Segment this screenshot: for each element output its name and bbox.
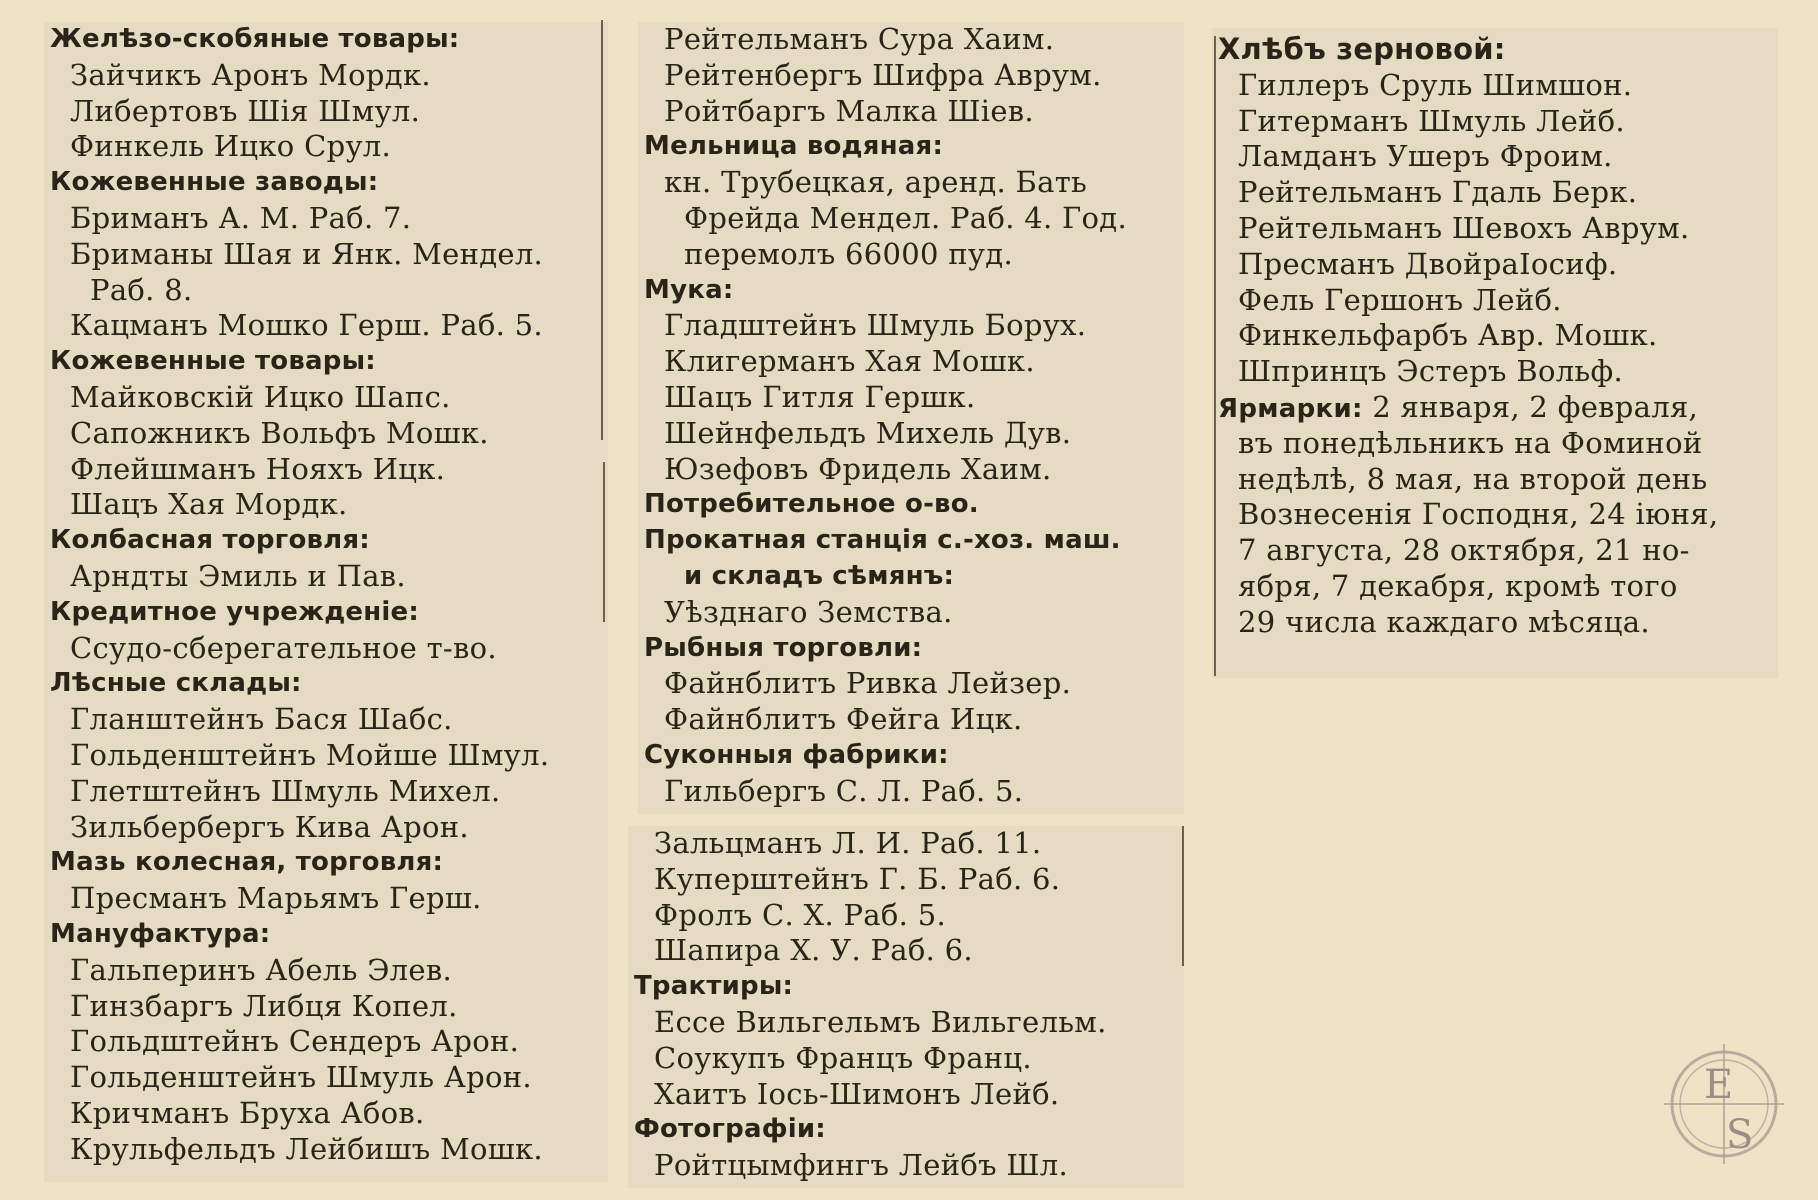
list-item: Фролъ С. Х. Раб. 5.: [654, 897, 946, 932]
section-heading: Потребительное о-во.: [644, 489, 979, 520]
section-heading: Прокатная станція с.-хоз. маш.: [644, 525, 1121, 556]
logo-letter-s: S: [1726, 1112, 1754, 1158]
list-item: Шапира Х. У. Раб. 6.: [654, 933, 973, 968]
list-item: недѣлѣ, 8 мая, на второй день: [1238, 461, 1708, 496]
section-heading: Мука:: [644, 274, 734, 305]
list-item: Гланштейнъ Бася Шабс.: [70, 702, 453, 737]
list-item: Файнблитъ Ривка Лейзер.: [664, 666, 1072, 701]
section-heading: Мельница водяная:: [644, 131, 944, 162]
section-heading: Фотографіи:: [634, 1114, 826, 1145]
list-item: Шейнфельдъ Михель Дув.: [664, 415, 1072, 450]
list-item: Юзефовъ Фридель Хаим.: [664, 451, 1052, 486]
list-item: Бриманы Шая и Янк. Мендел.: [70, 236, 544, 271]
list-item: Клигерманъ Хая Мошк.: [664, 344, 1035, 379]
list-item: Рейтельманъ Шевохъ Аврум.: [1238, 210, 1690, 245]
list-item: Шацъ Хая Мордк.: [70, 487, 348, 522]
list-item: Гальперинъ Абель Элев.: [70, 952, 453, 987]
list-item: Гиллеръ Сруль Шимшон.: [1238, 67, 1633, 102]
list-item: ября, 7 декабря, кромѣ того: [1238, 568, 1678, 603]
column-divider: [601, 20, 603, 440]
column-1: [44, 22, 608, 1182]
list-item: Ламданъ Ушеръ Фроим.: [1238, 139, 1613, 174]
list-item: Вознесенія Господня, 24 іюня,: [1238, 497, 1719, 532]
list-item: Зильбербергъ Кива Арон.: [70, 809, 469, 844]
column-2-top: [638, 22, 1184, 814]
list-item: Рейтенбергъ Шифра Аврум.: [664, 57, 1102, 92]
list-item: Флейшманъ Нояхъ Ицк.: [70, 451, 446, 486]
list-item: Финкель Ицко Срул.: [70, 129, 392, 164]
section-heading: Хлѣбъ зерновой:: [1218, 32, 1506, 66]
list-item: Уѣзднаго Земства.: [664, 594, 953, 629]
section-heading: Суконныя фабрики:: [644, 739, 949, 770]
list-item-continuation: Фрейда Мендел. Раб. 4. Год.: [684, 200, 1127, 235]
list-item: Либертовъ Шія Шмул.: [70, 93, 421, 128]
list-item: Гильбергъ С. Л. Раб. 5.: [664, 773, 1024, 808]
list-item: Гладштейнъ Шмуль Борух.: [664, 308, 1087, 343]
list-item: Ройтцымфингъ Лейбъ Шл.: [654, 1148, 1069, 1183]
list-item: Шпринцъ Эстеръ Вольф.: [1238, 354, 1624, 389]
column-divider: [1214, 36, 1216, 676]
section-heading: Рыбныя торговли:: [644, 632, 923, 663]
list-item: Ройтбаргъ Малка Шіев.: [664, 93, 1034, 128]
list-item: Гитерманъ Шмуль Лейб.: [1238, 103, 1625, 138]
list-item-continuation: перемолъ 66000 пуд.: [684, 236, 1013, 271]
list-item: Рейтельманъ Гдаль Берк.: [1238, 175, 1638, 210]
fairs-entry: [1212, 390, 1778, 426]
list-item: Рейтельманъ Сура Хаим.: [664, 22, 1055, 56]
fairs-label: Ярмарки:: [1218, 393, 1363, 424]
list-item: Зайчикъ Аронъ Мордк.: [70, 57, 431, 92]
list-item: Ессе Вильгельмъ Вильгельм.: [654, 1004, 1107, 1039]
column-divider: [603, 462, 605, 622]
column-2-bottom: [628, 826, 1184, 1188]
list-item: Зальцманъ Л. И. Раб. 11.: [654, 826, 1042, 860]
section-heading: Трактиры:: [634, 971, 794, 1002]
section-heading: Кожевенные заводы:: [50, 167, 379, 198]
list-item: Бриманъ А. М. Раб. 7.: [70, 200, 412, 235]
list-item: кн. Трубецкая, аренд. Бать: [664, 165, 1088, 200]
list-item: Арндты Эмиль и Пав.: [70, 558, 406, 593]
list-item: 29 числа каждаго мѣсяца.: [1238, 604, 1650, 639]
section-heading: Кредитное учрежденіе:: [50, 596, 419, 627]
logo-letter-e: E: [1704, 1062, 1734, 1108]
column-3: [1212, 28, 1778, 678]
list-item: Пресманъ Марьямъ Герш.: [70, 881, 482, 916]
list-item: Пресманъ ДвойраІосиф.: [1238, 246, 1618, 281]
list-item: Ссудо-сберегательное т-во.: [70, 630, 497, 665]
section-heading: Мазь колесная, торговля:: [50, 847, 444, 878]
section-heading: Мануфактура:: [50, 918, 271, 949]
list-item: Куперштейнъ Г. Б. Раб. 6.: [654, 861, 1061, 896]
section-heading: Кожевенные товары:: [50, 346, 376, 377]
list-item: Шацъ Гитля Гершк.: [664, 379, 976, 414]
section-heading: Лѣсные склады:: [50, 668, 302, 699]
list-item: Глетштейнъ Шмуль Михел.: [70, 773, 501, 808]
list-item: Файнблитъ Фейга Ицк.: [664, 702, 1023, 737]
list-item: Кацманъ Мошко Герш. Раб. 5.: [70, 308, 543, 343]
list-item: въ понедѣльникъ на Фоминой: [1238, 425, 1703, 460]
list-item: Гольденштейнъ Мойше Шмул.: [70, 737, 550, 772]
list-item: Гольдштейнъ Сендеръ Арон.: [70, 1024, 520, 1059]
section-heading: Желѣзо-скобяные товары:: [50, 24, 460, 54]
list-item-continuation: Раб. 8.: [90, 272, 193, 307]
list-item: Гинзбаргъ Либця Копел.: [70, 988, 458, 1023]
list-item: 7 августа, 28 октября, 21 но-: [1238, 533, 1690, 568]
fairs-dates: 2 января, 2 февраля,: [1362, 389, 1699, 424]
list-item: Гольденштейнъ Шмуль Арон.: [70, 1060, 532, 1095]
list-item: Майковскій Ицко Шапс.: [70, 379, 451, 414]
list-item: Крульфельдъ Лейбишъ Мошк.: [70, 1131, 543, 1166]
list-item: Фель Гершонъ Лейб.: [1238, 282, 1562, 317]
column-divider: [1182, 826, 1184, 966]
list-item: Соукупъ Францъ Франц.: [654, 1040, 1032, 1075]
list-item: Финкельфарбъ Авр. Мошк.: [1238, 318, 1658, 353]
es-seal-logo: [1660, 1040, 1788, 1168]
list-item: Кричманъ Бруха Абов.: [70, 1095, 425, 1130]
list-item: Сапожникъ Вольфъ Мошк.: [70, 415, 489, 450]
section-heading: Колбасная торговля:: [50, 525, 370, 556]
section-heading: и складъ сѣмянъ:: [684, 560, 955, 591]
list-item: Хаитъ Іось-Шимонъ Лейб.: [654, 1076, 1060, 1111]
